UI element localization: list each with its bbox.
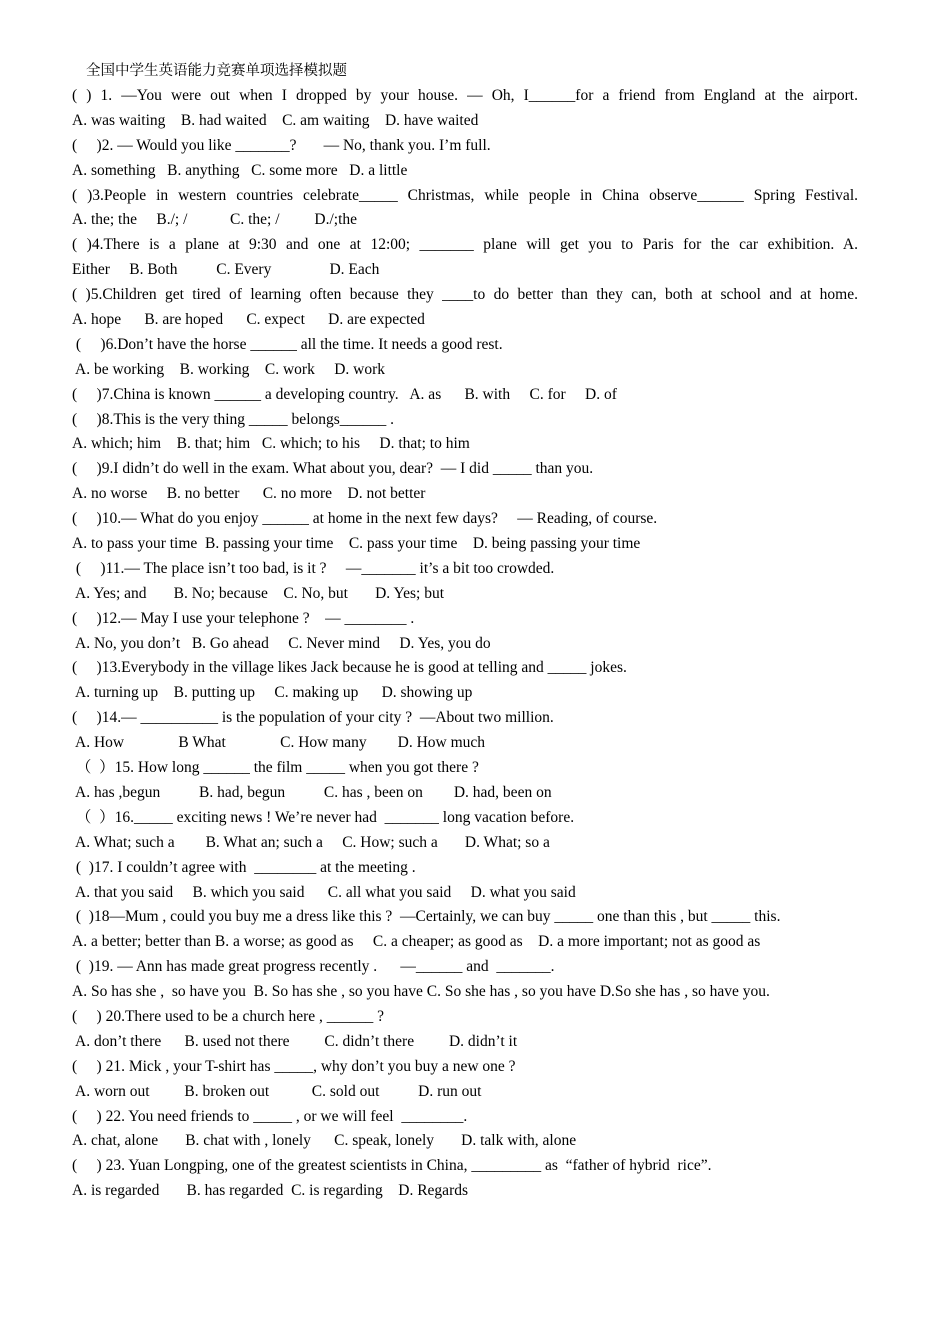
question-line: ( )6.Don’t have the horse ______ all the time. It needs a good rest. [72, 335, 503, 353]
question-line: Either B. Both C. Every D. Each [72, 261, 380, 279]
question-line: ( )3.People in western countries celebrate_____ Christmas, while people in China observe______ Spring Festival. [72, 186, 858, 204]
question-line: ( )13.Everybody in the village likes Jack because he is good at telling and _____ jokes. [72, 659, 627, 677]
question-line: ( ) 22. You need friends to _____ , or we will feel ________. [72, 1107, 468, 1125]
question-line: ( )9.I didn’t do well in the exam. What about you, dear? — I did _____ than you. [72, 460, 594, 478]
question-line: ( )14.— __________ is the population of your city ? —About two million. [72, 709, 554, 727]
question-line: ( )19. — Ann has made great progress recently . —______ and _______. [72, 958, 555, 976]
question-line: A. that you said B. which you said C. all what you said D. what you said [72, 883, 576, 901]
question-line: （ ）15. How long ______ the film _____ when you got there ? [72, 759, 479, 777]
question-line: A. chat, alone B. chat with , lonely C. speak, lonely D. talk with, alone [72, 1132, 577, 1150]
question-line: A. to pass your time B. passing your time C. pass your time D. being passing your time [72, 535, 641, 553]
question-line: ( ) 1. —You were out when I dropped by your house. — Oh, I______for a friend from England at the airport. [72, 87, 858, 104]
question-line: ( )8.This is the very thing _____ belongs______ . [72, 410, 395, 428]
question-line: ( ) 23. Yuan Longping, one of the greatest scientists in China, _________ as “father of hybrid rice”. [72, 1157, 712, 1175]
question-line: （ ）16._____ exciting news ! We’re never had _______ long vacation before. [72, 808, 575, 826]
question-line: A. So has she , so have you B. So has she , so you have C. So she has , so you have D.So she has , so have you. [72, 983, 770, 1001]
question-line: A. don’t there B. used not there C. didn’t there D. didn’t it [72, 1032, 518, 1050]
question-line: ( )2. — Would you like _______? — No, thank you. I’m full. [72, 136, 491, 154]
question-line: A. turning up B. putting up C. making up D. showing up [72, 684, 473, 702]
question-line: A. which; him B. that; him C. which; to his D. that; to him [72, 435, 470, 453]
question-line: A. be working B. working C. work D. work [72, 360, 385, 378]
question-line: A. a better; better than B. a worse; as good as C. a cheaper; as good as D. a more important; not as good as [72, 933, 761, 951]
question-line: ( )7.China is known ______ a developing country. A. as B. with C. for D. of [72, 385, 617, 403]
question-line: ( )12.— May I use your telephone ? — ________ . [72, 609, 415, 627]
question-line: A. Yes; and B. No; because C. No, but D. Yes; but [72, 584, 445, 602]
question-line: A. How B What C. How many D. How much [72, 734, 486, 752]
question-line: ( )18—Mum , could you buy me a dress like this ? —Certainly, we can buy _____ one than this , but _____ this. [72, 908, 781, 926]
question-line: ( )4.There is a plane at 9:30 and one at 12:00; _______ plane will get you to Paris for the car exhibition. A. [72, 236, 858, 254]
question-line: A. is regarded B. has regarded C. is regarding D. Regards [72, 1182, 469, 1200]
question-line: ( )5.Children get tired of learning often because they ____to do better than they can, both at school and at home. [72, 286, 858, 304]
question-line: A. hope B. are hoped C. expect D. are expected [72, 311, 425, 329]
question-line: A. No, you don’t B. Go ahead C. Never mind D. Yes, you do [72, 634, 491, 652]
question-list [72, 84, 858, 1204]
question-line: A. worn out B. broken out C. sold out D. run out [72, 1082, 482, 1100]
question-line: ( )11.— The place isn’t too bad, is it ? —_______ it’s a bit too crowded. [72, 559, 555, 577]
question-line: ( )17. I couldn’t agree with ________ at the meeting . [72, 858, 416, 876]
question-line: A. was waiting B. had waited C. am waiting D. have waited [72, 111, 479, 129]
question-line: ( ) 20.There used to be a church here , ______ ? [72, 1007, 385, 1025]
document-title: 全国中学生英语能力竞赛单项选择模拟题 [86, 63, 347, 79]
question-line: A. What; such a B. What an; such a C. How; such a D. What; so a [72, 833, 550, 851]
question-line: A. has ,begun B. had, begun C. has , been on D. had, been on [72, 783, 552, 801]
question-line: A. something B. anything C. some more D. a little [72, 161, 408, 179]
question-line: ( )10.— What do you enjoy ______ at home in the next few days? — Reading, of course. [72, 510, 658, 528]
question-line: A. the; the B./; / C. the; / D./;the [72, 211, 358, 229]
question-line: A. no worse B. no better C. no more D. not better [72, 485, 426, 503]
question-line: ( ) 21. Mick , your T-shirt has _____, why don’t you buy a new one ? [72, 1057, 516, 1075]
